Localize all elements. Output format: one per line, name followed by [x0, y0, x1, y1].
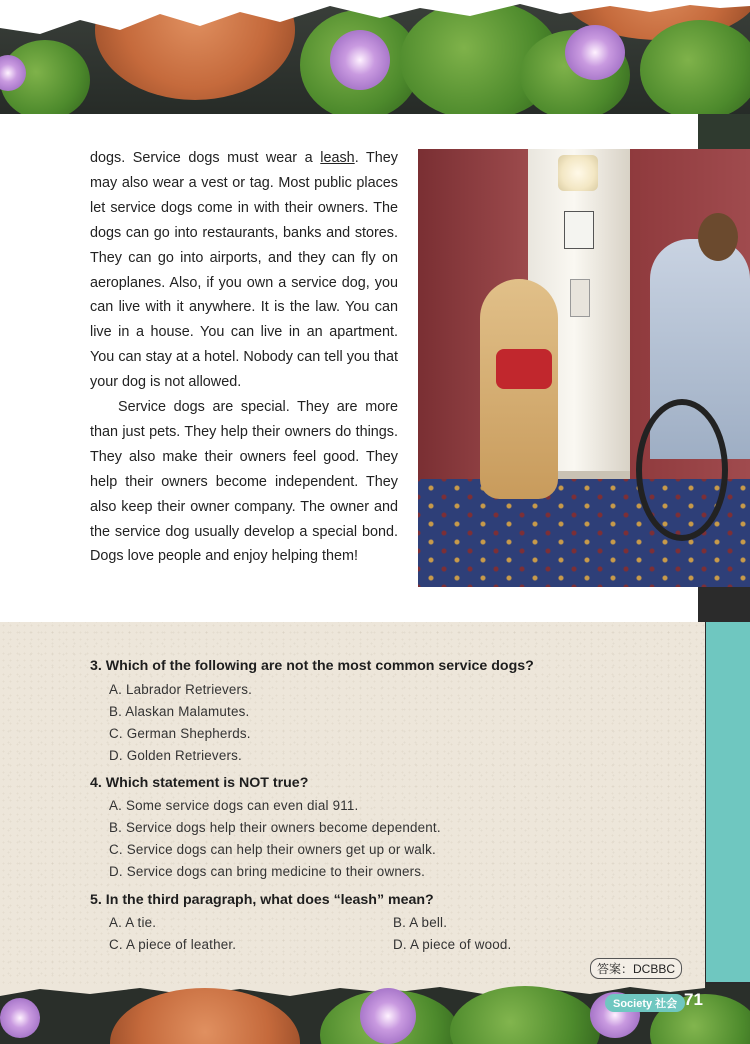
paragraph-text: . They may also wear a vest or tag. Most public places let service dogs come in with their owners. The dogs can go into restaurants, banks and stores. They can go into airports, and they can fly on aeroplanes. Also, if you own a service dog, you can live with it anywhere. It is the law. You can live in a house. You can live in an apartment. You can stay at a hotel. Nobody can tell you that your dog is not allowed.	[90, 150, 399, 391]
golden-retriever-dog	[480, 279, 558, 499]
page-number: 71	[684, 990, 703, 1009]
teal-side-tab	[706, 622, 750, 982]
question-text: 4. Which statement is NOT true?	[90, 775, 309, 791]
bottom-decoration-band	[0, 984, 750, 1044]
question-text: 5. In the third paragraph, what does “leash” mean?	[90, 892, 434, 908]
option-b: B. Alaskan Malamutes.	[109, 704, 250, 719]
option-d: D. Golden Retrievers.	[109, 748, 242, 763]
option-a: A. A tie.	[109, 915, 157, 930]
service-dog-elevator-photo	[418, 149, 750, 587]
option-d: D. Service dogs can bring medicine to their owners.	[109, 864, 426, 879]
torn-paper-edge	[0, 0, 750, 40]
option-d: D. A piece of wood.	[393, 937, 512, 952]
option-c: C. Service dogs can help their owners get up or walk.	[109, 842, 436, 857]
answer-key-badge: 答案：DCBBC	[590, 958, 682, 979]
petunia-flower-image	[360, 988, 416, 1044]
man-head	[698, 213, 738, 261]
option-a: A. Labrador Retrievers.	[109, 682, 253, 697]
top-decoration-band	[0, 0, 750, 116]
fire-sign	[564, 211, 594, 249]
paragraph-text: dogs. Service dogs must wear a	[90, 150, 321, 166]
option-b: B. A bell.	[393, 915, 448, 930]
paper-corner-shadow	[698, 114, 750, 154]
passage-paragraph-1	[90, 146, 398, 395]
question-text: 3. Which of the following are not the most common service dogs?	[90, 658, 534, 674]
elevator-button-panel	[570, 279, 590, 317]
option-c: C. German Shepherds.	[109, 726, 251, 741]
passage-paragraph-2: Service dogs are special. They are more than just pets. They help their owners do things. They also make their owners feel good. They help their owners become independent. They also keep their owner company. The owner and the service dog usually develop a special bond. Dogs love people and enjoy helping them!	[90, 399, 398, 565]
wall-lamp	[558, 155, 598, 191]
wheelchair-wheel	[636, 399, 728, 541]
red-service-vest	[496, 349, 552, 389]
section-badge: Society 社会	[605, 994, 685, 1012]
leash-underlined-word: leash	[320, 150, 355, 166]
option-b: B. Service dogs help their owners become dependent.	[109, 820, 441, 835]
petunia-flower-image	[0, 998, 40, 1038]
option-a: A. Some service dogs can even dial 911.	[109, 798, 359, 813]
option-c: C. A piece of leather.	[109, 937, 237, 952]
